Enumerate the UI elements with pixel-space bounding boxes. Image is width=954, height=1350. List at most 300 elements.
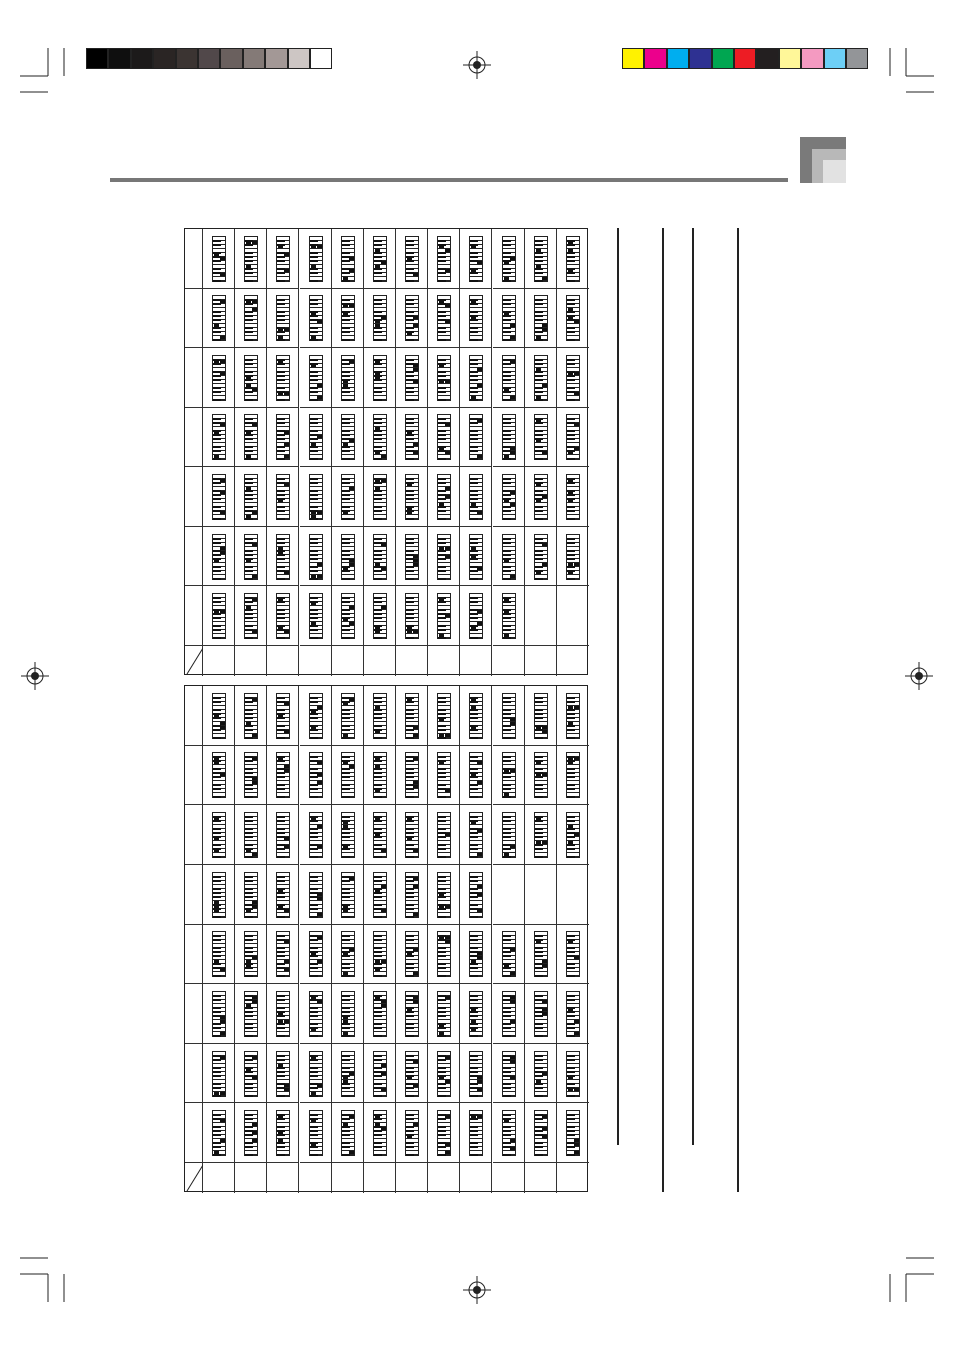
black-key: [310, 625, 318, 627]
black-key: [374, 272, 382, 274]
chord-cell: [235, 984, 267, 1044]
pressed-key-marker: [252, 781, 257, 784]
black-key: [310, 776, 318, 778]
black-key: [535, 967, 543, 969]
black-key: [438, 1134, 446, 1136]
black-key: [342, 788, 350, 790]
black-key: [438, 828, 446, 830]
black-key: [277, 1059, 285, 1061]
chord-cell: [525, 467, 557, 527]
pressed-key-marker: [439, 503, 444, 506]
pressed-key-marker: [568, 1076, 573, 1079]
pressed-key-marker: [568, 841, 573, 844]
pressed-key-marker: [220, 273, 225, 276]
black-key: [310, 327, 318, 329]
chord-cell: [493, 805, 525, 865]
black-key: [213, 339, 221, 341]
black-key: [567, 951, 575, 953]
pressed-key-marker: [317, 245, 322, 248]
black-key: [342, 331, 350, 333]
black-key: [535, 1015, 543, 1017]
chord-cell: [557, 467, 589, 527]
black-key: [277, 784, 285, 786]
pressed-key-marker: [536, 483, 541, 486]
keyboard-diagram-icon: [534, 931, 548, 977]
pressed-key-marker: [445, 1080, 450, 1083]
keyboard-diagram-icon: [309, 534, 323, 580]
pressed-key-marker: [510, 972, 515, 975]
black-key: [374, 363, 382, 365]
pressed-key-marker: [220, 1139, 225, 1142]
pressed-key-marker: [317, 773, 322, 776]
black-key: [310, 446, 318, 448]
black-key: [277, 434, 285, 436]
black-key: [567, 506, 575, 508]
black-key: [470, 601, 478, 603]
black-key: [567, 542, 575, 544]
black-key: [245, 737, 253, 739]
black-key: [503, 1015, 511, 1017]
black-key: [503, 1126, 511, 1128]
keyboard-diagram-icon: [373, 991, 387, 1037]
pressed-key-marker: [504, 261, 509, 264]
black-key: [470, 387, 478, 389]
pressed-key-marker: [252, 757, 257, 760]
pressed-key-marker: [311, 443, 316, 446]
black-key: [342, 637, 350, 639]
black-key: [213, 828, 221, 830]
pressed-key-marker: [504, 388, 509, 391]
black-key: [503, 697, 511, 699]
black-key: [535, 1154, 543, 1156]
pressed-key-marker: [542, 960, 547, 963]
black-key: [277, 828, 285, 830]
black-key: [245, 625, 253, 627]
pressed-key-marker: [381, 1004, 386, 1007]
black-key: [245, 772, 253, 774]
pressed-key-marker: [252, 308, 257, 311]
pressed-key-marker: [220, 1056, 225, 1059]
black-key: [277, 256, 285, 258]
black-key: [374, 1075, 382, 1077]
keyboard-diagram-icon: [341, 534, 355, 580]
black-key: [342, 816, 350, 818]
pressed-key-marker: [542, 1115, 547, 1118]
black-key: [406, 458, 414, 460]
row-label-cell: [185, 746, 203, 806]
black-key: [342, 518, 350, 520]
chord-cell: [332, 746, 364, 806]
pressed-key-marker: [278, 245, 283, 248]
black-key: [535, 315, 543, 317]
black-key: [438, 252, 446, 254]
pressed-key-marker: [413, 563, 418, 566]
black-key: [438, 339, 446, 341]
black-key: [342, 450, 350, 452]
black-key: [567, 717, 575, 719]
black-key: [503, 601, 511, 603]
chord-cell: [267, 746, 299, 806]
pressed-key-marker: [407, 1076, 412, 1079]
black-key: [438, 371, 446, 373]
black-key: [567, 1027, 575, 1029]
keyboard-diagram-icon: [502, 236, 516, 282]
black-key: [245, 1015, 253, 1017]
black-key: [406, 399, 414, 401]
black-key: [310, 268, 318, 270]
keyboard-diagram-icon: [405, 693, 419, 739]
black-key: [535, 331, 543, 333]
black-key: [567, 816, 575, 818]
pressed-key-marker: [252, 630, 257, 633]
chord-cell: [203, 348, 235, 408]
black-key: [342, 601, 350, 603]
row-label-cell: [185, 865, 203, 925]
pressed-key-marker: [381, 885, 386, 888]
chord-cell: [203, 229, 235, 289]
pressed-key-marker: [284, 630, 289, 633]
keyboard-diagram-icon: [341, 474, 355, 520]
pressed-key-marker: [246, 849, 251, 852]
black-key: [470, 717, 478, 719]
black-key: [342, 418, 350, 420]
pressed-key-marker: [278, 626, 283, 629]
black-key: [438, 713, 446, 715]
pressed-key-marker: [278, 598, 283, 601]
pressed-key-marker: [510, 1139, 515, 1142]
black-key: [470, 848, 478, 850]
black-key: [470, 446, 478, 448]
keyboard-diagram-icon: [309, 991, 323, 1037]
pressed-key-marker: [542, 1135, 547, 1138]
black-key: [406, 601, 414, 603]
black-key: [277, 315, 285, 317]
pressed-key-marker: [220, 968, 225, 971]
pressed-key-marker: [574, 372, 579, 375]
chord-cell: [557, 348, 589, 408]
pressed-key-marker: [504, 853, 509, 856]
black-key: [374, 876, 382, 878]
keyboard-diagram-icon: [309, 355, 323, 401]
black-key: [567, 375, 575, 377]
pressed-key-marker: [317, 897, 322, 900]
black-key: [567, 784, 575, 786]
chord-cell: [235, 408, 267, 468]
black-key: [310, 570, 318, 572]
chord-cell: [203, 865, 235, 925]
black-key: [406, 422, 414, 424]
black-key: [406, 908, 414, 910]
pressed-key-marker: [214, 909, 219, 912]
pressed-key-marker: [220, 479, 225, 482]
pressed-key-marker: [343, 380, 348, 383]
black-key: [535, 538, 543, 540]
pressed-key-marker: [220, 726, 225, 729]
black-key: [535, 303, 543, 305]
chord-cell: [493, 408, 525, 468]
chord-cell: [267, 925, 299, 985]
black-key: [374, 558, 382, 560]
pressed-key-marker: [568, 308, 573, 311]
black-key: [310, 359, 318, 361]
pressed-key-marker: [471, 555, 476, 558]
chord-cell: [300, 527, 332, 587]
pressed-key-marker: [220, 547, 225, 550]
black-key: [374, 446, 382, 448]
black-key: [374, 844, 382, 846]
black-key: [470, 832, 478, 834]
pressed-key-marker: [542, 726, 547, 729]
pressed-key-marker: [504, 455, 509, 458]
pressed-key-marker: [536, 940, 541, 943]
pressed-key-marker: [349, 1072, 354, 1075]
pressed-key-marker: [311, 817, 316, 820]
chord-cell: [460, 527, 492, 587]
black-key: [213, 319, 221, 321]
black-key: [503, 280, 511, 282]
black-key: [438, 951, 446, 953]
black-key: [503, 1154, 511, 1156]
chord-cell: [364, 348, 396, 408]
pressed-key-marker: [278, 1064, 283, 1067]
black-key: [213, 1114, 221, 1116]
black-key: [374, 482, 382, 484]
pressed-key-marker: [284, 392, 289, 395]
black-key: [342, 717, 350, 719]
pressed-key-marker: [568, 1088, 573, 1091]
pressed-key-marker: [284, 837, 289, 840]
pressed-key-marker: [349, 559, 354, 562]
keyboard-diagram-icon: [405, 931, 419, 977]
pressed-key-marker: [220, 610, 225, 613]
black-key: [213, 788, 221, 790]
black-key: [342, 916, 350, 918]
black-key: [503, 506, 511, 508]
black-key: [374, 244, 382, 246]
black-key: [277, 951, 285, 953]
pressed-key-marker: [375, 376, 380, 379]
black-key: [277, 916, 285, 918]
color-swatch: [86, 48, 108, 69]
black-key: [567, 566, 575, 568]
registration-target-left: [20, 661, 50, 691]
pressed-key-marker: [439, 761, 444, 764]
black-key: [374, 709, 382, 711]
black-key: [213, 625, 221, 627]
pressed-key-marker: [477, 1088, 482, 1091]
black-key: [535, 371, 543, 373]
chord-cell: [300, 289, 332, 349]
chord-cell: [428, 289, 460, 349]
keyboard-diagram-icon: [276, 693, 290, 739]
chord-cell: [460, 586, 492, 646]
black-key: [535, 1059, 543, 1061]
pressed-key-marker: [278, 551, 283, 554]
black-key: [503, 1095, 511, 1097]
keyboard-diagram-icon: [341, 931, 355, 977]
black-key: [213, 935, 221, 937]
black-key: [374, 617, 382, 619]
pressed-key-marker: [471, 503, 476, 506]
black-key: [567, 725, 575, 727]
pressed-key-marker: [343, 845, 348, 848]
black-key: [342, 995, 350, 997]
black-key: [438, 1027, 446, 1029]
black-key: [503, 327, 511, 329]
keyboard-diagram-icon: [212, 872, 226, 918]
black-key: [310, 597, 318, 599]
black-key: [503, 430, 511, 432]
pressed-key-marker: [413, 734, 418, 737]
black-key: [213, 1027, 221, 1029]
black-key: [213, 570, 221, 572]
pressed-key-marker: [349, 269, 354, 272]
black-key: [342, 1146, 350, 1148]
row-label-cell: [185, 805, 203, 865]
keyboard-diagram-icon: [276, 991, 290, 1037]
pressed-key-marker: [407, 483, 412, 486]
black-key: [503, 788, 511, 790]
black-key: [213, 947, 221, 949]
pressed-key-marker: [407, 952, 412, 955]
pressed-key-marker: [246, 265, 251, 268]
chord-cell: [525, 229, 557, 289]
pressed-key-marker: [542, 543, 547, 546]
black-key: [406, 375, 414, 377]
black-key: [535, 935, 543, 937]
pressed-key-marker: [445, 269, 450, 272]
black-key: [310, 904, 318, 906]
black-key: [245, 975, 253, 977]
color-swatch: [220, 48, 242, 69]
black-key: [374, 768, 382, 770]
pressed-key-marker: [252, 956, 257, 959]
black-key: [277, 896, 285, 898]
pressed-key-marker: [477, 909, 482, 912]
black-key: [245, 788, 253, 790]
black-key: [310, 478, 318, 480]
chord-cell: [332, 686, 364, 746]
pressed-key-marker: [542, 964, 547, 967]
keyboard-diagram-icon: [405, 414, 419, 460]
keyboard-diagram-icon: [469, 752, 483, 798]
black-key: [470, 637, 478, 639]
black-key: [342, 955, 350, 957]
black-key: [277, 319, 285, 321]
pressed-key-marker: [504, 598, 509, 601]
pressed-key-marker: [317, 1084, 322, 1087]
pressed-key-marker: [220, 551, 225, 554]
black-key: [310, 280, 318, 282]
keyboard-diagram-icon: [309, 693, 323, 739]
black-key: [277, 999, 285, 1001]
black-key: [470, 967, 478, 969]
black-key: [277, 1154, 285, 1156]
black-key: [310, 963, 318, 965]
column-header-cell: [203, 1163, 235, 1193]
keyboard-diagram-icon: [405, 295, 419, 341]
black-key: [470, 363, 478, 365]
black-key: [213, 1146, 221, 1148]
chord-cell: [267, 289, 299, 349]
chord-cell: [364, 686, 396, 746]
black-key: [213, 601, 221, 603]
chord-cell: [364, 1103, 396, 1163]
black-key: [277, 450, 285, 452]
keyboard-diagram-icon: [502, 593, 516, 639]
black-key: [470, 1023, 478, 1025]
pressed-key-marker: [477, 952, 482, 955]
black-key: [277, 422, 285, 424]
pressed-key-marker: [252, 698, 257, 701]
pressed-key-marker: [445, 905, 450, 908]
black-key: [310, 399, 318, 401]
black-key: [245, 876, 253, 878]
black-key: [245, 554, 253, 556]
pressed-key-marker: [510, 503, 515, 506]
pressed-key-marker: [439, 936, 444, 939]
chord-cell: [428, 408, 460, 468]
pressed-key-marker: [311, 245, 316, 248]
pressed-key-marker: [542, 563, 547, 566]
keyboard-diagram-icon: [566, 534, 580, 580]
black-key: [503, 975, 511, 977]
black-key: [535, 422, 543, 424]
pressed-key-marker: [471, 547, 476, 550]
pressed-key-marker: [413, 1000, 418, 1003]
black-key: [277, 637, 285, 639]
black-key: [503, 399, 511, 401]
black-key: [438, 816, 446, 818]
keyboard-diagram-icon: [373, 236, 387, 282]
black-key: [567, 848, 575, 850]
pressed-key-marker: [445, 380, 450, 383]
black-key: [470, 896, 478, 898]
black-key: [245, 550, 253, 552]
row-label-cell: [185, 467, 203, 527]
chord-cell: [300, 348, 332, 408]
black-key: [342, 836, 350, 838]
black-key: [406, 768, 414, 770]
black-key: [438, 387, 446, 389]
pressed-key-marker: [504, 610, 509, 613]
black-key: [310, 713, 318, 715]
keyboard-diagram-icon: [373, 812, 387, 858]
black-key: [470, 876, 478, 878]
pressed-key-marker: [510, 1020, 515, 1023]
black-key: [310, 717, 318, 719]
black-key: [567, 999, 575, 1001]
black-key: [567, 729, 575, 731]
pressed-key-marker: [220, 372, 225, 375]
black-key: [567, 1059, 575, 1061]
black-key: [213, 303, 221, 305]
black-key: [213, 379, 221, 381]
pressed-key-marker: [504, 559, 509, 562]
chord-cell: [364, 984, 396, 1044]
pressed-key-marker: [445, 1056, 450, 1059]
black-key: [213, 892, 221, 894]
tab-block: [823, 160, 846, 183]
black-key: [342, 725, 350, 727]
black-key: [503, 458, 511, 460]
keyboard-diagram-icon: [534, 295, 548, 341]
chord-cell: [267, 586, 299, 646]
black-key: [438, 280, 446, 282]
black-key: [470, 327, 478, 329]
black-key: [470, 450, 478, 452]
keyboard-diagram-icon: [212, 1110, 226, 1156]
